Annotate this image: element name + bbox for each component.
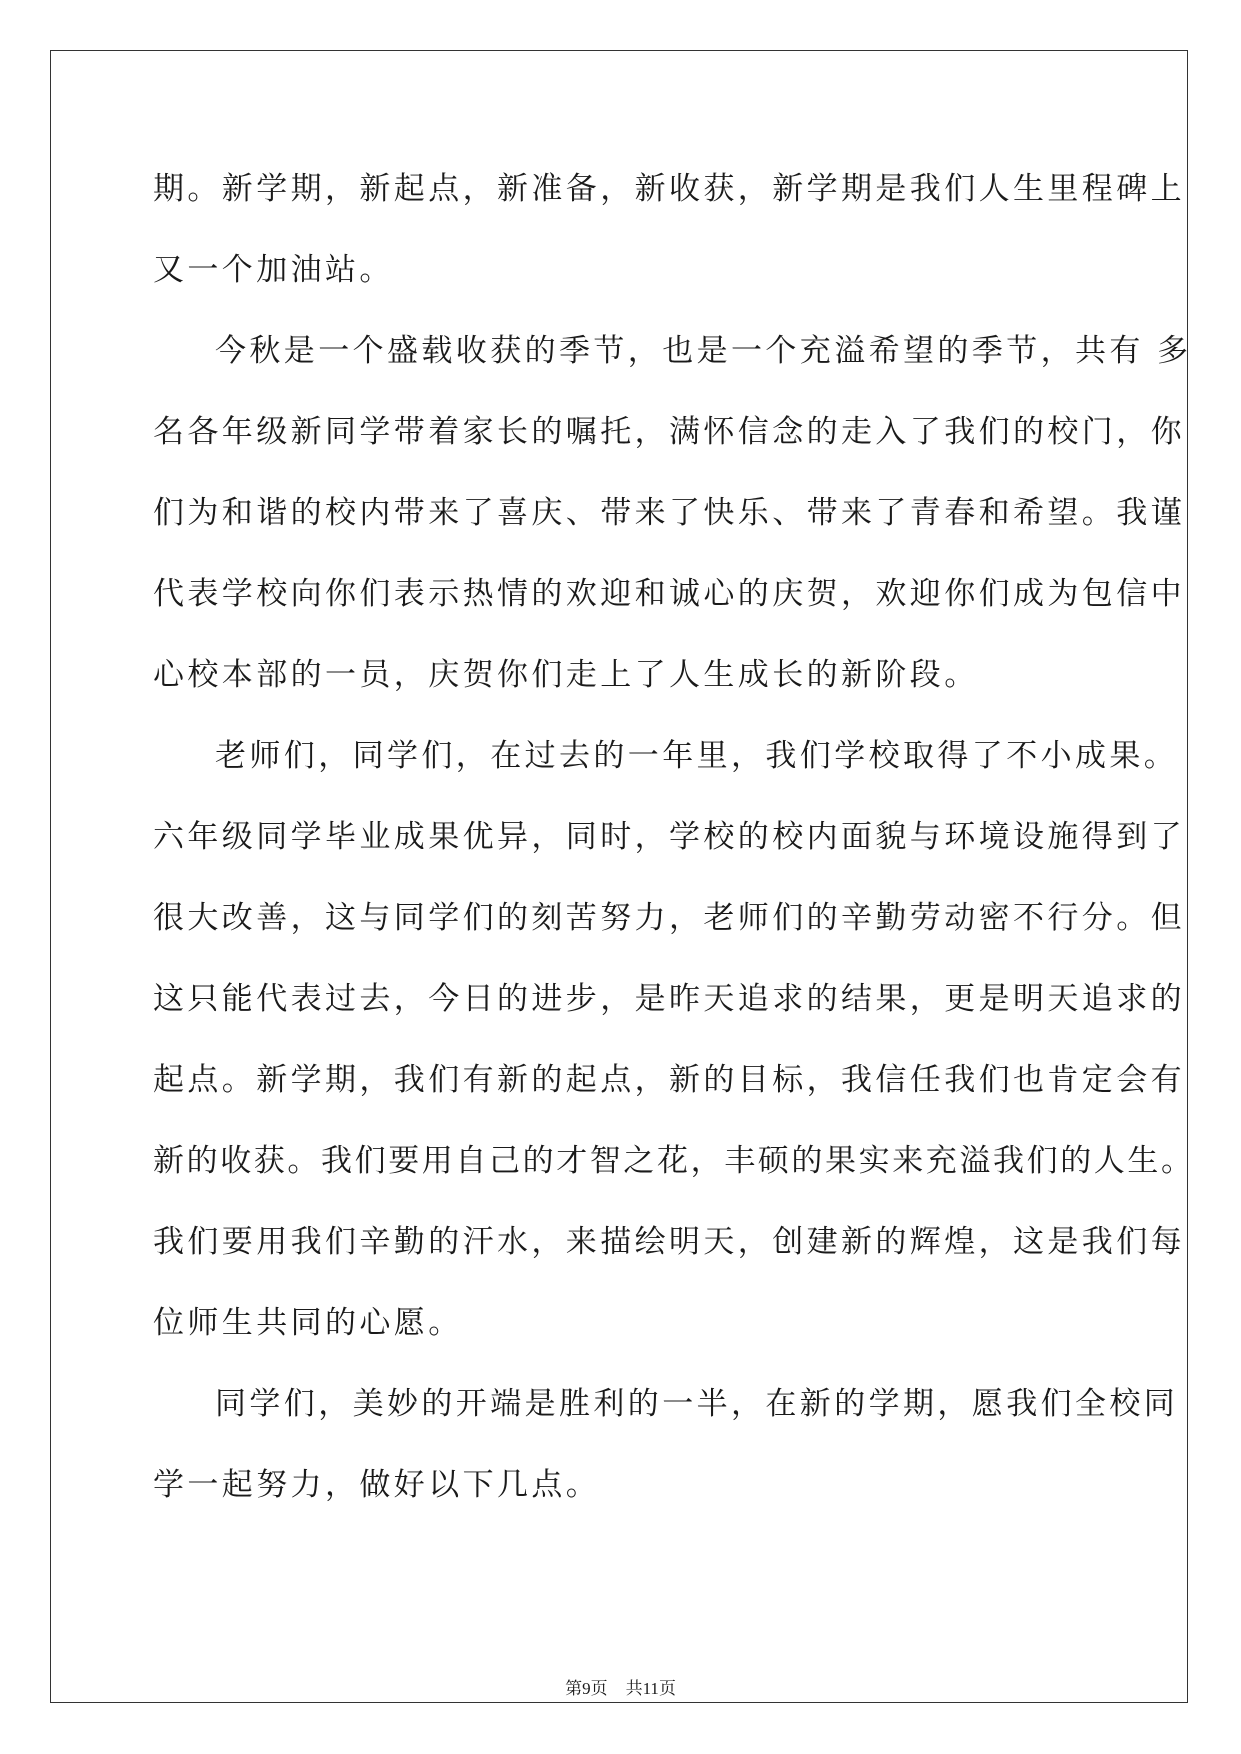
paragraph-first-line: 今秋是一个盛载收获的季节，也是一个充溢希望的季节，共有 多 bbox=[215, 333, 1192, 369]
total-label-prefix: 共 bbox=[625, 1679, 643, 1699]
page-footer bbox=[0, 1679, 1241, 1699]
body-line: 位师生共同的心愿。 bbox=[153, 1305, 463, 1341]
page-border bbox=[50, 50, 1188, 1703]
body-line: 期。新学期，新起点，新准备，新收获，新学期是我们人生里程碑上 bbox=[153, 171, 1185, 207]
body-line: 学一起努力，做好以下几点。 bbox=[153, 1467, 601, 1503]
paragraph-first-line: 同学们，美妙的开端是胜利的一半，在新的学期，愿我们全校同 bbox=[215, 1386, 1179, 1422]
total-page-number: 11 bbox=[642, 1679, 659, 1698]
body-line: 六年级同学毕业成果优异，同时，学校的校内面貌与环境设施得到了 bbox=[153, 819, 1185, 855]
body-line: 又一个加油站。 bbox=[153, 252, 394, 288]
body-line: 起点。新学期，我们有新的起点，新的目标，我信任我们也肯定会有 bbox=[153, 1062, 1185, 1098]
paragraph-first-line: 老师们，同学们，在过去的一年里，我们学校取得了不小成果。 bbox=[215, 738, 1179, 774]
body-line: 新的收获。我们要用自己的才智之花，丰硕的果实来充溢我们的人生。 bbox=[153, 1143, 1195, 1179]
page-label-prefix: 第 bbox=[565, 1679, 583, 1699]
body-line: 名各年级新同学带着家长的嘱托，满怀信念的走入了我们的校门，你 bbox=[153, 414, 1185, 450]
page-label-suffix: 页 bbox=[590, 1679, 608, 1699]
body-line: 心校本部的一员，庆贺你们走上了人生成长的新阶段。 bbox=[153, 657, 979, 693]
body-line: 代表学校向你们表示热情的欢迎和诚心的庆贺，欢迎你们成为包信中 bbox=[153, 576, 1185, 612]
total-label-suffix: 页 bbox=[658, 1679, 676, 1699]
body-line: 很大改善，这与同学们的刻苦努力，老师们的辛勤劳动密不行分。但 bbox=[153, 900, 1185, 936]
body-line: 们为和谐的校内带来了喜庆、带来了快乐、带来了青春和希望。我谨 bbox=[153, 495, 1185, 531]
body-line: 我们要用我们辛勤的汗水，来描绘明天，创建新的辉煌，这是我们每 bbox=[153, 1224, 1185, 1260]
current-page-number: 9 bbox=[582, 1679, 591, 1698]
body-line: 这只能代表过去，今日的进步，是昨天追求的结果，更是明天追求的 bbox=[153, 981, 1185, 1017]
